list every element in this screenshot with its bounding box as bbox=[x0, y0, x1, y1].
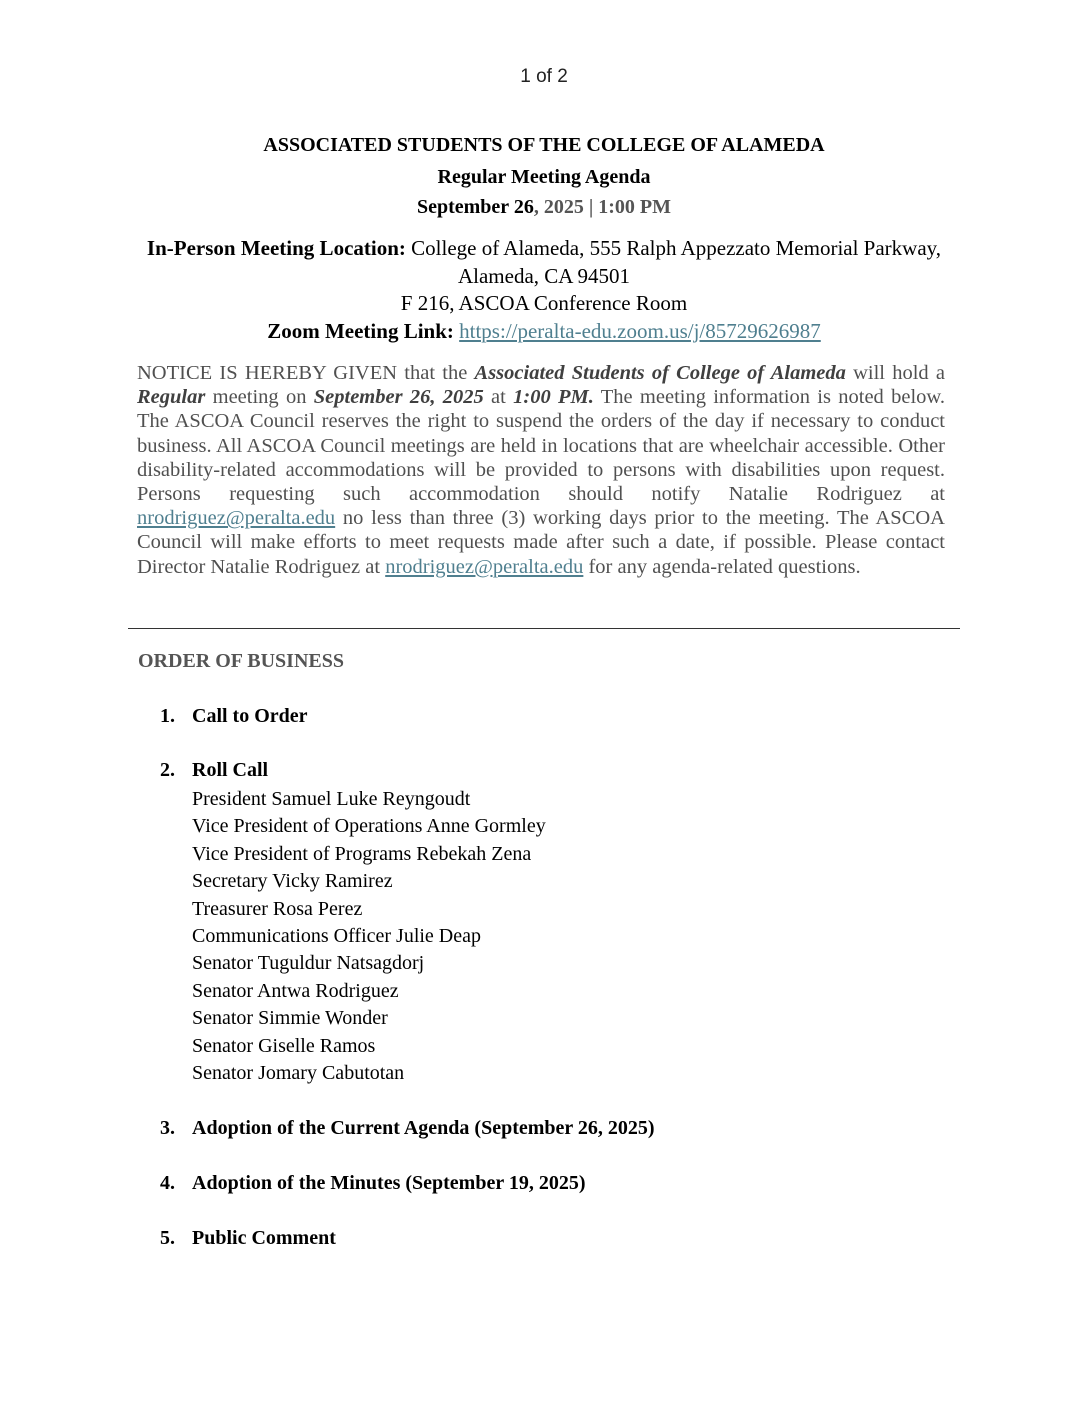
meeting-date-time: , 2025 | 1:00 PM bbox=[533, 196, 671, 218]
agenda-item bbox=[160, 1117, 655, 1140]
item-label: Adoption of the Current Agenda (September 26, 2025) bbox=[192, 1117, 655, 1139]
location-address: College of Alameda, 555 Ralph Appezzato Memorial Parkway, bbox=[405, 236, 942, 260]
item-label: Call to Order bbox=[192, 705, 308, 727]
notice-text: for any agenda-related questions. bbox=[583, 555, 861, 578]
notice-text: will hold a bbox=[845, 362, 945, 384]
notice-text: no less than three (3) working days prior to the meeting. The ASCOA Council will make efforts to meet requests made after such a date, if possible. Please contact Director Natalie Rodriguez at bbox=[137, 507, 945, 578]
agenda-item bbox=[160, 1172, 586, 1195]
notice-date: September 26, 2025 bbox=[313, 386, 484, 409]
roll-call-member: Communications Officer Julie Deap bbox=[192, 925, 482, 948]
roll-call-member: Senator Antwa Rodriguez bbox=[192, 979, 399, 1002]
email-link[interactable]: nrodriguez@peralta.edu bbox=[385, 555, 584, 578]
roll-call-member: Vice President of Programs Rebekah Zena bbox=[192, 842, 532, 865]
notice-org: Associated Students of College of Alameda bbox=[474, 362, 846, 384]
item-number: 3. bbox=[160, 1117, 175, 1139]
meeting-date-day: September 26 bbox=[416, 196, 534, 218]
roll-call-member: Treasurer Rosa Perez bbox=[192, 897, 363, 920]
email-link[interactable]: nrodriguez@peralta.edu bbox=[137, 507, 336, 530]
agenda-item bbox=[160, 705, 308, 728]
item-label: Adoption of the Minutes (September 19, 2025) bbox=[192, 1172, 586, 1194]
notice-text: at bbox=[483, 386, 514, 409]
notice-text: meeting on bbox=[205, 386, 314, 409]
agenda-item bbox=[160, 759, 268, 782]
item-label: Roll Call bbox=[192, 759, 269, 781]
meeting-location bbox=[0, 235, 1088, 345]
roll-call-member: Secretary Vicky Ramirez bbox=[192, 870, 393, 893]
document-subtitle: Regular Meeting Agenda bbox=[437, 166, 651, 188]
page-indicator: 1 of 2 bbox=[520, 66, 568, 87]
item-number: 5. bbox=[160, 1227, 175, 1249]
item-number: 2. bbox=[160, 759, 175, 781]
notice-text: NOTICE IS HEREBY GIVEN that the bbox=[137, 362, 475, 384]
zoom-meeting-link[interactable]: https://peralta-edu.zoom.us/j/85729626987 bbox=[459, 318, 821, 343]
zoom-label: Zoom Meeting Link: bbox=[267, 318, 454, 343]
location-room: F 216, ASCOA Conference Room bbox=[400, 291, 688, 315]
horizontal-divider bbox=[128, 628, 960, 629]
item-number: 1. bbox=[160, 705, 175, 727]
order-of-business-heading: ORDER OF BUSINESS bbox=[138, 650, 344, 672]
roll-call-member: Senator Simmie Wonder bbox=[192, 1007, 388, 1030]
roll-call-member: President Samuel Luke Reyngoudt bbox=[192, 788, 471, 810]
document-title: ASSOCIATED STUDENTS OF THE COLLEGE OF ALAMEDA bbox=[263, 134, 825, 156]
roll-call-member: Vice President of Operations Anne Gormley bbox=[192, 815, 546, 838]
meeting-date bbox=[0, 193, 1088, 221]
notice-time: 1:00 PM. bbox=[513, 386, 594, 409]
location-label: In-Person Meeting Location: bbox=[146, 236, 406, 260]
item-number: 4. bbox=[160, 1172, 175, 1194]
item-label: Public Comment bbox=[192, 1227, 336, 1249]
agenda-item bbox=[160, 1227, 336, 1250]
roll-call-list bbox=[192, 786, 546, 1087]
roll-call-member: Senator Tuguldur Natsagdorj bbox=[192, 952, 425, 975]
notice-type: Regular bbox=[137, 386, 206, 409]
roll-call-member: Senator Jomary Cabutotan bbox=[192, 1062, 405, 1085]
notice-paragraph bbox=[137, 361, 945, 579]
location-city: Alameda, CA 94501 bbox=[457, 263, 631, 288]
roll-call-member: Senator Giselle Ramos bbox=[192, 1034, 376, 1057]
notice-text: The meeting information is noted below. The ASCOA Council reserves the right to suspend the orders of the day if necessary to conduct business. All ASCOA Council meetings are held in locations that are wheelchair accessible. Other disability-related accommodations will be provided to persons with disabilities upon request. Persons requesting such accommodation should notify Natalie Rodriguez at bbox=[137, 386, 945, 506]
